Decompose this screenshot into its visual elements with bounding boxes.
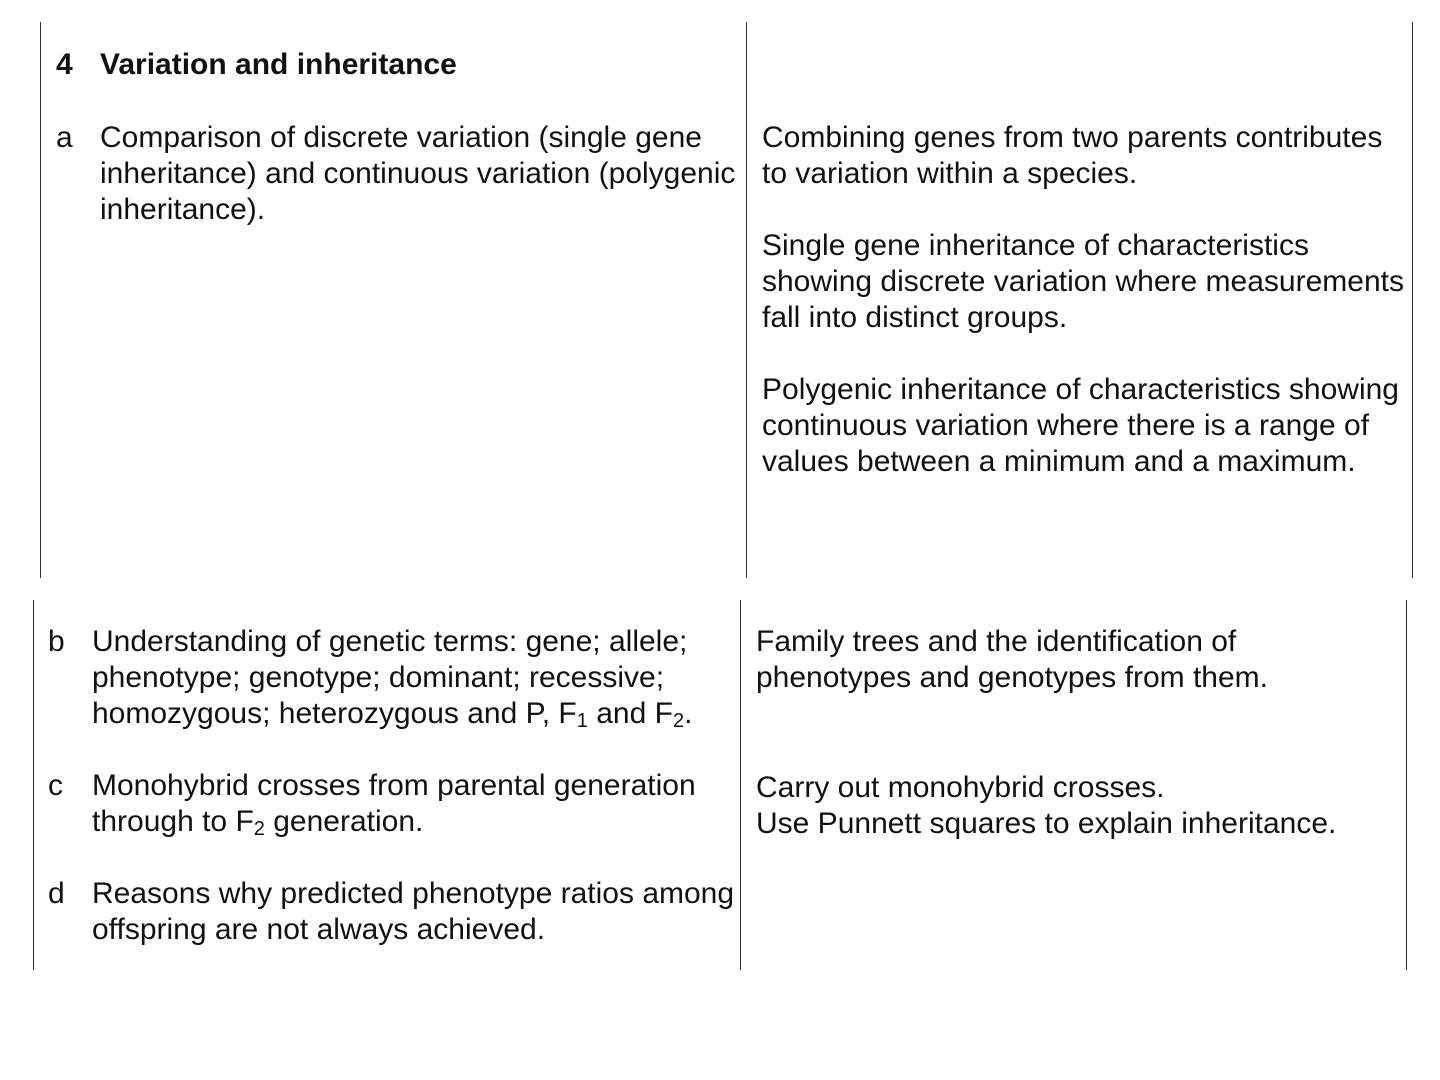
table2-left-border [33, 600, 34, 970]
item-c-right-line1: Carry out monohybrid crosses. [756, 771, 1165, 804]
item-b-right: Family trees and the identification of phenotypes and genotypes from them. [756, 625, 1268, 694]
item-c-text: Monohybrid crosses from parental generation through to $F_2$ generation. [92, 769, 696, 840]
table2-middle-border [740, 600, 741, 970]
item-d-text: Reasons why predicted phenotype ratios among offspring are not always achieved. [92, 877, 735, 946]
item-b-letter: b [48, 625, 65, 658]
section-heading [56, 47, 736, 83]
right-para-combining-genes: Combining genes from two parents contributes to variation within a species. [762, 121, 1383, 190]
item-c-letter: c [48, 769, 63, 802]
section-title: Variation and inheritance [100, 48, 457, 81]
table2-right-border [1406, 600, 1407, 970]
section-number: 4 [56, 48, 73, 81]
item-a-text: Comparison of discrete variation (single gene inheritance) and continuous variation (polygenic inheritance). [100, 121, 736, 226]
table1-right-cell [762, 120, 1407, 480]
item-c [48, 768, 738, 840]
item-b [48, 624, 738, 732]
item-c-right-line2: Use Punnett squares to explain inheritance. [756, 807, 1337, 840]
right-para-polygenic: Polygenic inheritance of characteristics showing continuous variation where there is a range of values between a minimum and a maximum. [762, 373, 1399, 478]
item-c-right [756, 770, 1396, 842]
table2-left-cell [48, 624, 738, 948]
table1-middle-border [746, 22, 747, 578]
table1-right-border [1412, 22, 1413, 578]
item-a-letter: a [56, 121, 73, 154]
item-a [56, 120, 746, 228]
table1-left-border [40, 22, 41, 578]
item-d [48, 876, 738, 948]
item-b-text: Understanding of genetic terms: gene; allele; phenotype; genotype; dominant; recessive; homozygous; heterozygous and P, $F_1$ and $F_2$. [92, 625, 693, 732]
item-d-letter: d [48, 877, 65, 910]
right-para-single-gene: Single gene inheritance of characteristics showing discrete variation where measurements fall into distinct groups. [762, 229, 1404, 334]
